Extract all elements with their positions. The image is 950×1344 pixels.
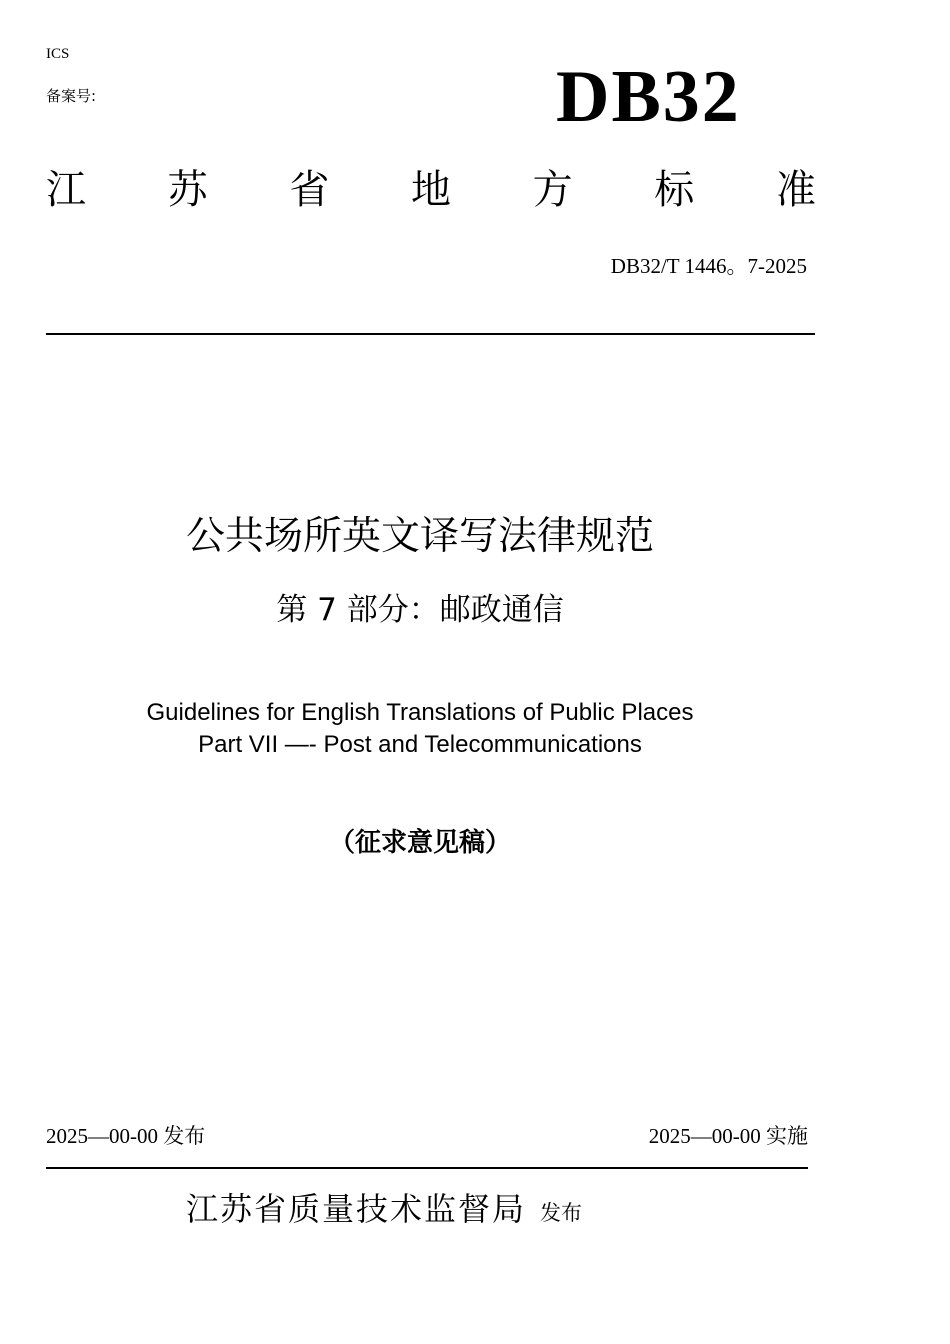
top-divider <box>46 333 815 335</box>
standard-code: DB32/T 1446。7-2025 <box>610 254 807 278</box>
implementation-date: 2025—00-00 实施 <box>648 1124 808 1148</box>
bottom-divider <box>46 1167 808 1169</box>
standard-type-char: 江 <box>46 167 86 213</box>
standard-type-char: 准 <box>775 167 816 213</box>
standard-type-title <box>46 167 816 213</box>
ics-label: ICS <box>46 46 70 62</box>
title-en-line2: Part VII —- Post and Telecommunications <box>198 731 642 758</box>
db32-logo: DB32 <box>556 56 741 138</box>
standard-type-char: 地 <box>410 167 451 213</box>
document-title-en <box>0 697 840 761</box>
title-en-line1: Guidelines for English Translations of Public Places <box>146 699 694 726</box>
document-title-cn: 公共场所英文译写法律规范 <box>185 514 654 559</box>
draft-note: （征求意见稿） <box>328 828 511 858</box>
standard-type-char: 方 <box>532 167 573 213</box>
document-subtitle-cn: 第 7 部分：邮政通信 <box>276 592 564 628</box>
standard-type-char: 省 <box>289 167 330 213</box>
issuer-suffix: 发布 <box>540 1201 583 1225</box>
standard-type-char: 标 <box>654 167 695 213</box>
issue-date: 2025—00-00 发布 <box>46 1124 206 1148</box>
issuer-line <box>186 1184 582 1230</box>
filing-number-label: 备案号: <box>46 87 97 105</box>
issuer-name: 江苏省质量技术监督局 <box>186 1190 527 1228</box>
standard-type-char: 苏 <box>167 167 208 213</box>
